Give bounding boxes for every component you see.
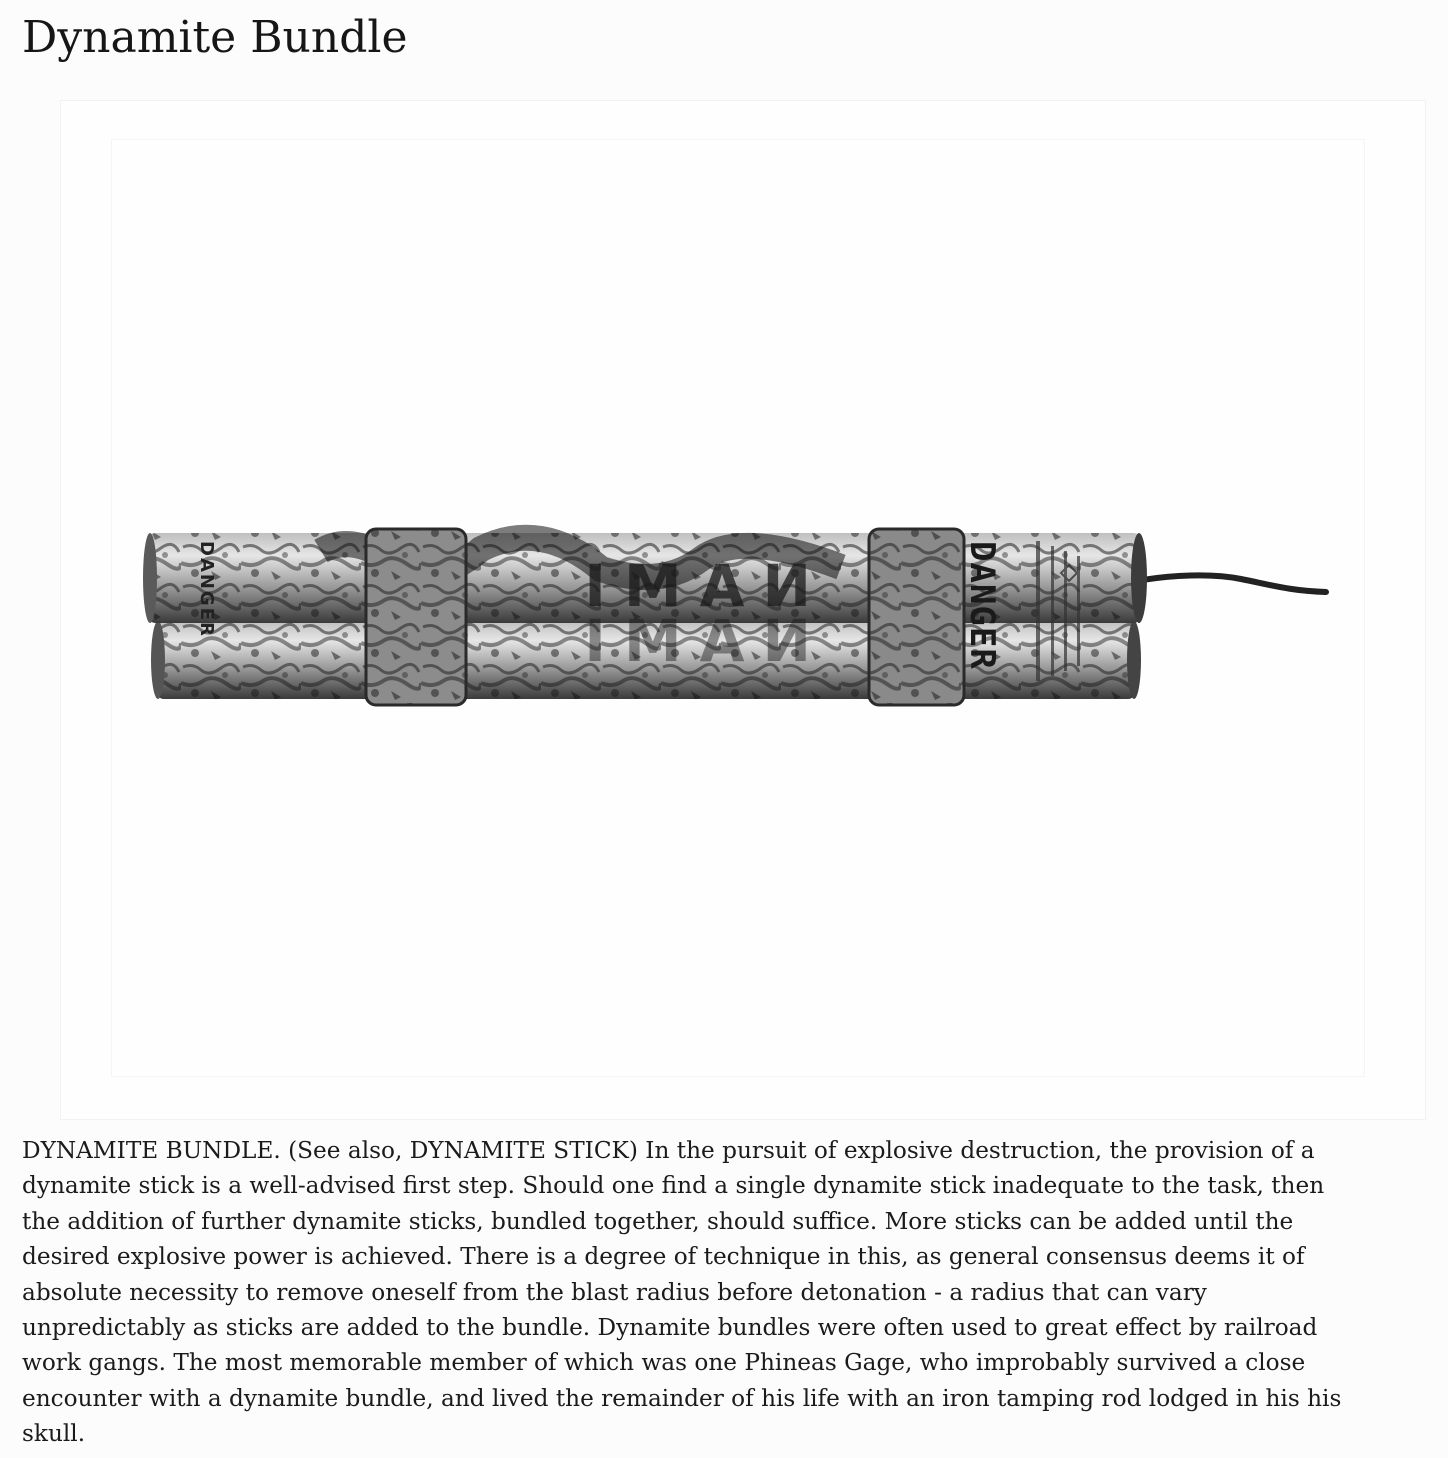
item-description: DYNAMITE BUNDLE. (See also, DYNAMITE STICK) In the pursuit of explosive destruction, the provision of a dynamite stick is a well-advised first step. Should one find a single dynamite stick inadequate to the task, then the addition of further dynamite sticks, bundled together, should suffice. More sticks can be added until the desired explosive power is achieved. There is a degree of technique in this, as general consensus deems it of absolute necessity to remove oneself from the blast radius before detonation - a radius that can vary unpredictably as sticks are added to the bundle. Dynamite bundles were often used to great effect by railroad work gangs. The most memorable member of which was one Phineas Gage, who improbably survived a close encounter with a dynamite bundle, and lived the remainder of his life with an iron tamping rod lodged in his his skull. [22, 1137, 1342, 1448]
side-label-right: DANGER [962, 541, 1002, 670]
image-frame [60, 100, 1426, 1120]
stick-label-front-lower: NAMI [566, 607, 811, 675]
dynamite-bundle-icon [61, 101, 1427, 1121]
fuse [1136, 575, 1326, 592]
band-left [366, 529, 466, 705]
side-label-left: DANGER [196, 541, 217, 638]
band-right [869, 529, 964, 705]
stick-label-front: NAMI [566, 552, 811, 620]
page-title: Dynamite Bundle [22, 12, 408, 63]
